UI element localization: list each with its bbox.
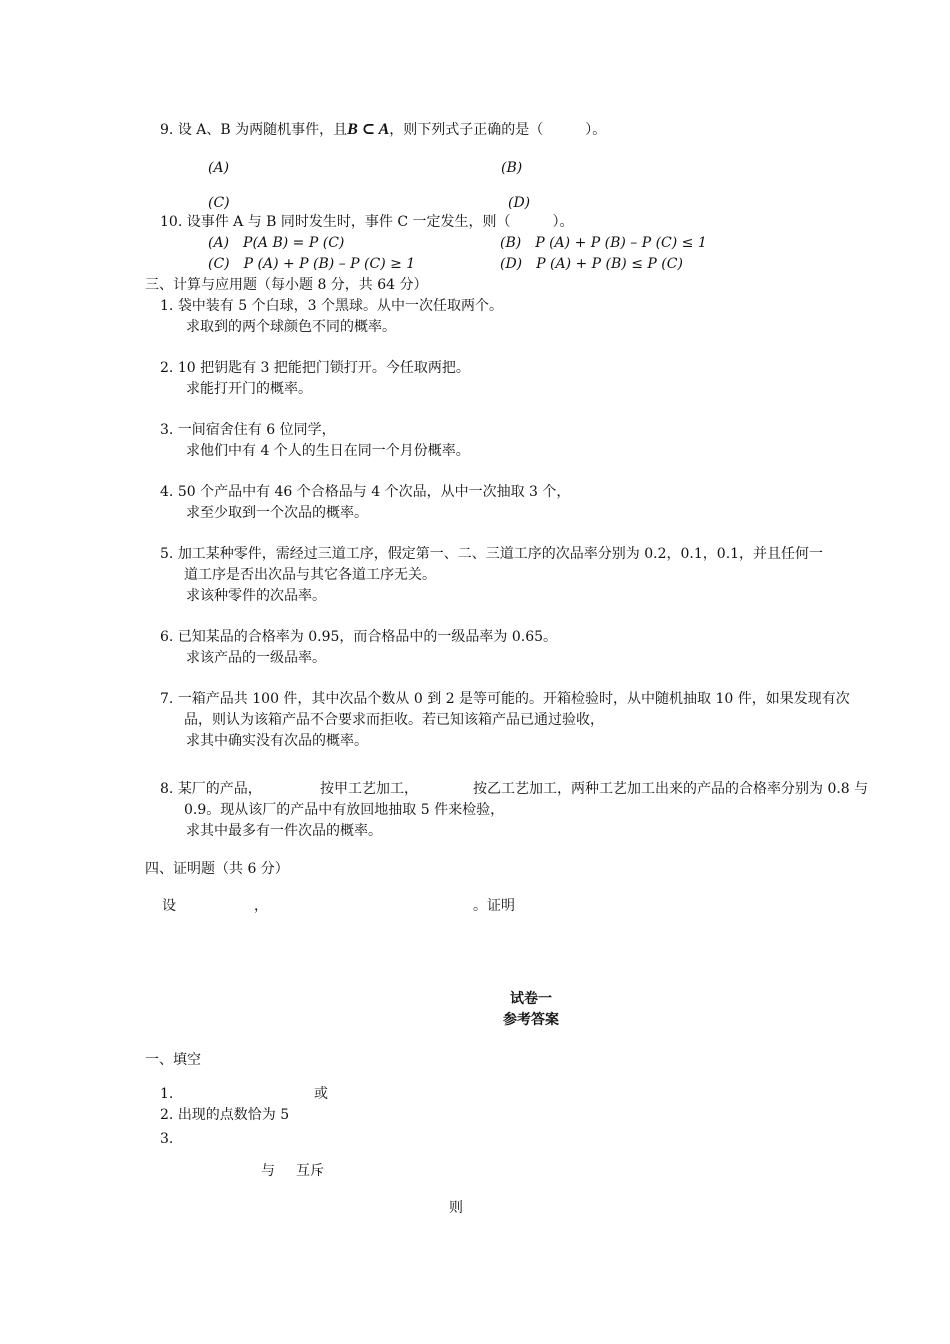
calc-q8-line1 <box>160 780 262 798</box>
calc-q1-number: 1. <box>160 298 174 314</box>
answer3-text-1: 与 <box>261 1163 275 1179</box>
calc-q5-number: 5. <box>160 546 174 562</box>
q9-text-after: ，则下列式子正确的是（ ）。 <box>389 122 607 138</box>
q9-option-c: (C) <box>208 195 230 211</box>
q10-number: 10. <box>160 214 183 230</box>
calc-q3-line1 <box>160 421 336 439</box>
section3-heading: 三、计算与应用题（每小题 8 分，共 64 分） <box>145 277 428 293</box>
calc-q6-text: 已知某品的合格率为 0.95，而合格品中的一级品率为 0.65。 <box>177 629 558 645</box>
calc-q6-number: 6. <box>160 629 174 645</box>
calc-q4-line1 <box>160 483 570 501</box>
calc-q7-text: 一箱产品共 100 件，其中次品个数从 0 到 2 是等可能的。开箱检验时，从中随机抽取 10 件，如果发现有次 <box>177 691 850 707</box>
calc-q8-text-c: 按乙工艺加工，两种工艺加工出来的产品的合格率分别为 0.8 与 <box>473 781 869 797</box>
q9-text-before: 设 A、B 为两随机事件，且 <box>177 122 348 138</box>
calc-q4-number: 4. <box>160 484 174 500</box>
q10-option-b: (B) P (A) + P (B) – P (C) ≤ 1 <box>500 235 707 251</box>
calc-q7-line2: 品，则认为该箱产品不合要求而拒收。若已知该箱产品已通过验收， <box>184 712 604 728</box>
calc-q2-line2: 求能打开门的概率。 <box>186 381 312 397</box>
calc-q6-line1 <box>160 628 557 646</box>
calc-q8-text-b: 按甲工艺加工， <box>320 781 418 797</box>
proof-text-3: 。证明 <box>473 898 515 914</box>
calc-q6-line2: 求该产品的一级品率。 <box>186 650 326 666</box>
q9-formula: B ⊂ A <box>347 121 390 138</box>
q9-line <box>160 121 606 139</box>
calc-q5-text: 加工某种零件，需经过三道工序，假定第一、二、三道工序的次品率分别为 0.2，0.1，0.1，并且任何一 <box>177 546 824 562</box>
calc-q1-text: 袋中装有 5 个白球，3 个黑球。从中一次任取两个。 <box>177 298 503 314</box>
calc-q7-number: 7. <box>160 691 174 707</box>
calc-q4-text: 50 个产品中有 46 个合格品与 4 个次品，从中一次抽取 3 个， <box>177 484 571 500</box>
calc-q7-line1 <box>160 690 850 708</box>
calc-q1-line2: 求取到的两个球颜色不同的概率。 <box>186 319 396 335</box>
q9-option-b: (B) <box>501 160 523 176</box>
calc-q2-line1 <box>160 359 470 377</box>
answer3-number: 3. <box>160 1131 174 1147</box>
answer1-number: 1. <box>160 1086 174 1102</box>
q9-option-a: (A) <box>208 160 230 176</box>
answer2-text: 出现的点数恰为 5 <box>177 1107 290 1123</box>
calc-q5-line1 <box>160 545 823 563</box>
q10-line <box>160 213 574 231</box>
proof-text-1: 设 <box>162 898 176 914</box>
q9-option-d: (D) <box>508 195 531 211</box>
q10-text: 设事件 A 与 B 同时发生时，事件 C 一定发生，则（ ）。 <box>186 214 574 230</box>
answer-title: 试卷一 <box>510 991 552 1007</box>
calc-q1-line1 <box>160 297 503 315</box>
q10-option-a: (A) P(A B) = P (C) <box>208 235 345 251</box>
calc-q2-text: 10 把钥匙有 3 把能把门锁打开。今任取两把。 <box>177 360 470 376</box>
section4-heading: 四、证明题（共 6 分） <box>145 861 289 877</box>
answer2-line <box>160 1106 289 1124</box>
answer-subtitle: 参考答案 <box>503 1012 559 1028</box>
q10-option-d: (D) P (A) + P (B) ≤ P (C) <box>500 256 683 272</box>
proof-text-2: ， <box>254 898 268 914</box>
calc-q5-line2: 道工序是否出次品与其它各道工序无关。 <box>184 567 436 583</box>
answer-section1: 一、填空 <box>145 1052 201 1068</box>
q9-number: 9. <box>160 122 174 138</box>
answer1-text: 或 <box>314 1086 328 1102</box>
calc-q4-line2: 求至少取到一个次品的概率。 <box>186 505 368 521</box>
q10-option-c: (C) P (A) + P (B) – P (C) ≥ 1 <box>208 256 416 272</box>
answer3-text-3: 则 <box>449 1200 463 1216</box>
answer2-number: 2. <box>160 1107 174 1123</box>
calc-q3-text: 一间宿舍住有 6 位同学， <box>177 422 336 438</box>
answer3-text-2: 互斥 <box>296 1163 324 1179</box>
calc-q2-number: 2. <box>160 360 174 376</box>
calc-q7-line3: 求其中确实没有次品的概率。 <box>186 733 368 749</box>
calc-q8-text-a: 某厂的产品， <box>177 781 262 797</box>
calc-q8-line2: 0.9。现从该厂的产品中有放回地抽取 5 件来检验， <box>184 802 505 818</box>
calc-q3-number: 3. <box>160 422 174 438</box>
calc-q8-line3: 求其中最多有一件次品的概率。 <box>186 823 382 839</box>
calc-q3-line2: 求他们中有 4 个人的生日在同一个月份概率。 <box>186 443 470 459</box>
calc-q5-line3: 求该种零件的次品率。 <box>186 588 326 604</box>
calc-q8-number: 8. <box>160 781 174 797</box>
